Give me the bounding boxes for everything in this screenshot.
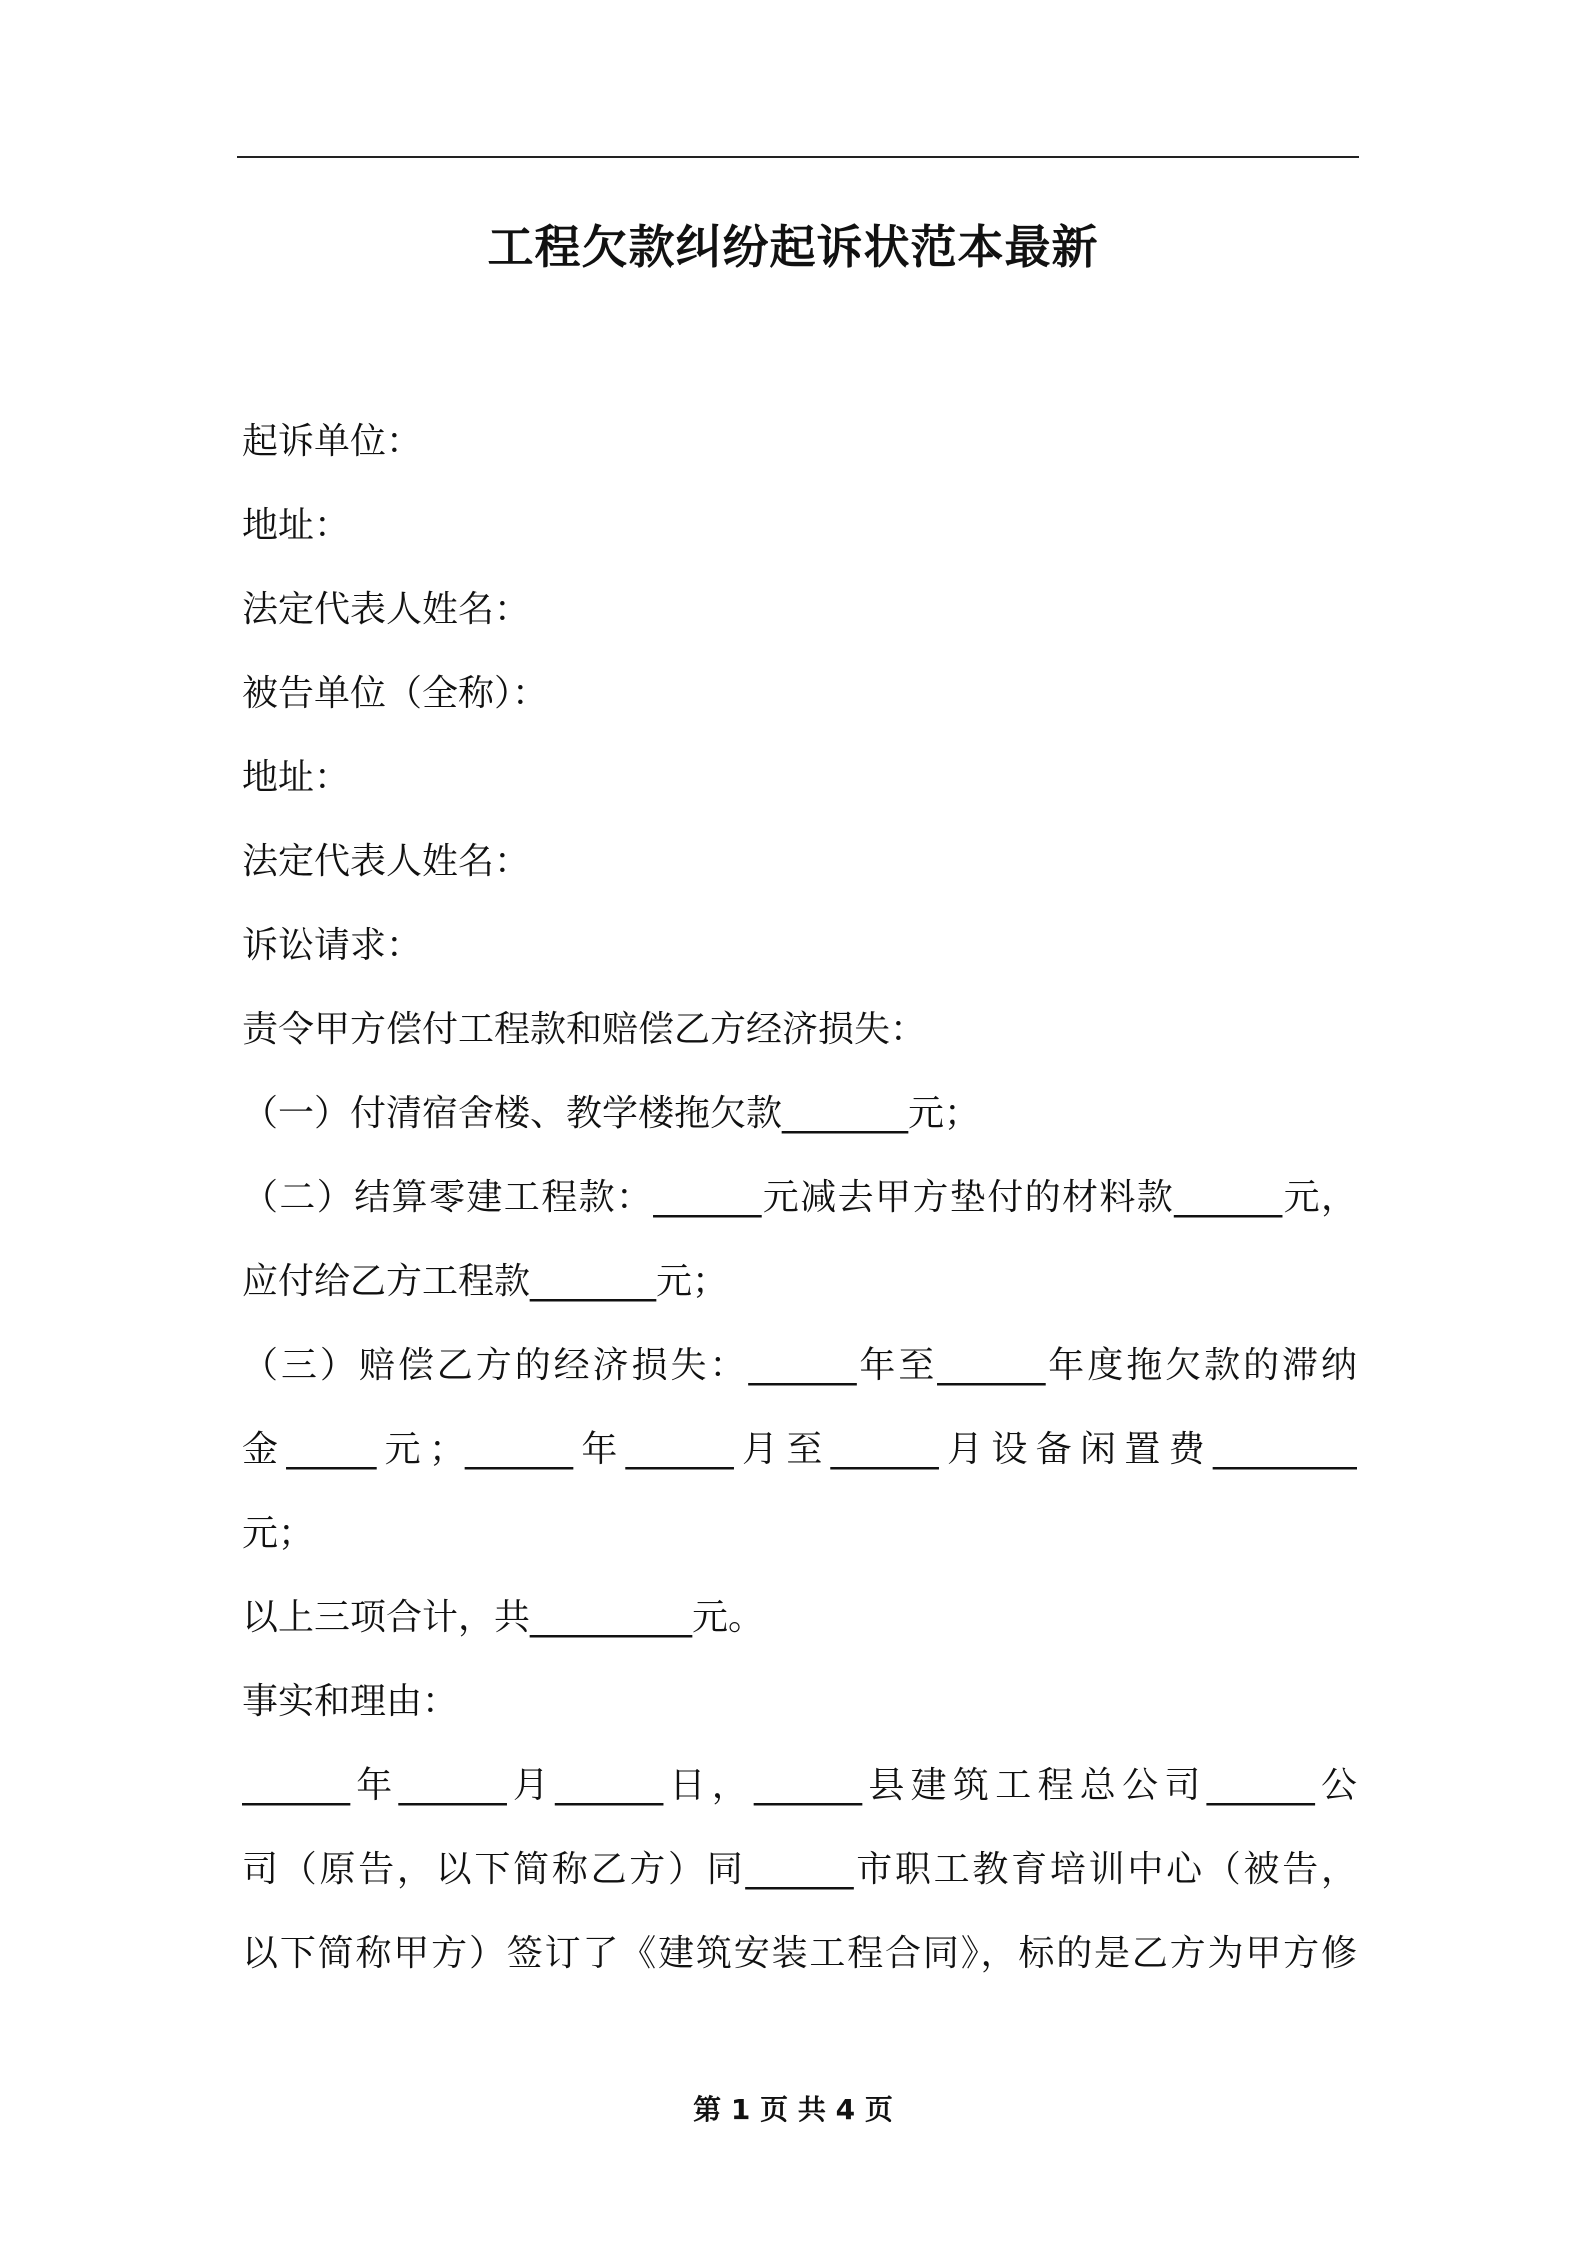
document-body — [242, 400, 1357, 1996]
line-claims-intro: 责令甲方偿付工程款和赔偿乙方经济损失： — [242, 1009, 927, 1050]
line-claim-three-cont: 金_____元；______年______月至______月设备闲置费________ — [242, 1429, 1357, 1470]
line-defendant-legal-rep: 法定代表人姓名： — [242, 841, 531, 882]
line-claim-one: （一）付清宿舍楼、教学楼拖欠款_______元； — [242, 1093, 981, 1134]
line-plaintiff-legal-rep: 法定代表人姓名： — [242, 589, 531, 630]
line-defendant-unit: 被告单位（全称）： — [242, 673, 549, 714]
line-claims-heading: 诉讼请求： — [242, 925, 423, 966]
line-plaintiff-unit: 起诉单位： — [242, 421, 423, 462]
line-facts-1: ______年______月______日，______县建筑工程总公司______公 — [242, 1765, 1357, 1806]
header-rule — [237, 156, 1359, 158]
line-claim-three-end: 元； — [242, 1513, 315, 1554]
page-footer: 第 1 页 共 4 页 — [693, 2093, 893, 2126]
line-claim-three: （三）赔偿乙方的经济损失：______年至______年度拖欠款的滞纳 — [242, 1345, 1357, 1386]
line-facts-3: 以下简称甲方）签订了《建筑安装工程合同》，标的是乙方为甲方修 — [242, 1933, 1357, 1974]
line-facts-2: 司（原告，以下简称乙方）同______市职工教育培训中心（被告， — [242, 1849, 1357, 1890]
document-title: 工程欠款纠纷起诉状范本最新 — [487, 220, 1099, 274]
line-defendant-address: 地址： — [242, 757, 351, 798]
line-plaintiff-address: 地址： — [242, 505, 351, 546]
line-total: 以上三项合计，共_________元。 — [242, 1597, 765, 1638]
line-facts-heading: 事实和理由： — [242, 1681, 459, 1722]
line-claim-two-cont: 应付给乙方工程款_______元； — [242, 1261, 729, 1302]
line-claim-two: （二）结算零建工程款：______元减去甲方垫付的材料款______元， — [242, 1177, 1357, 1218]
